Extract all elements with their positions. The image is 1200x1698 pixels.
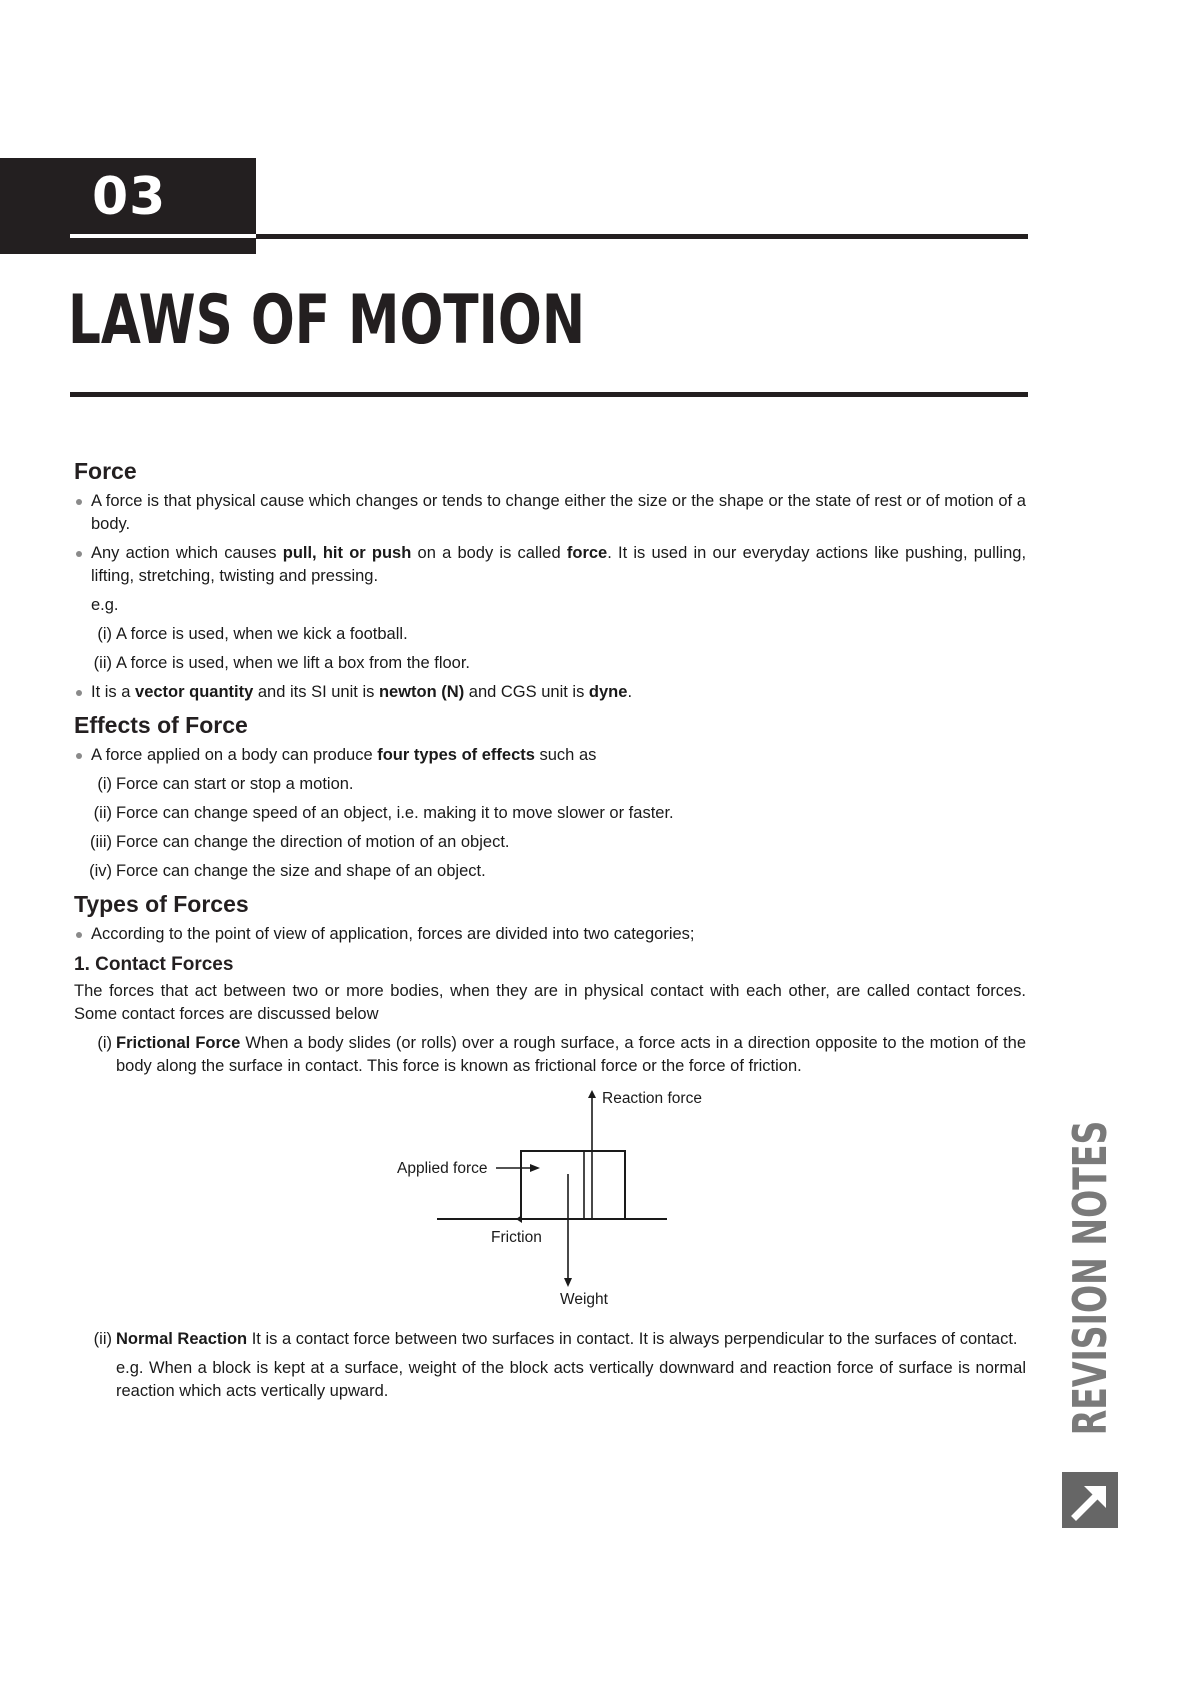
title-rule [70, 392, 1028, 397]
chapter-number-underline [70, 234, 256, 238]
subheading-contact-forces: 1. Contact Forces [74, 954, 234, 975]
section-heading-types: Types of Forces [74, 891, 249, 917]
revision-notes-label: REVISION NOTES [1063, 1120, 1117, 1436]
bullet-types-intro: According to the point of view of application, forces are divided into two categories; [74, 923, 1026, 946]
arrow-up-right-icon [1062, 1472, 1118, 1528]
reaction-force-arrow [584, 1090, 596, 1219]
effect-item: (ii) Force can change speed of an object, i.e. making it to move slower or faster. [93, 804, 674, 822]
bullet-effects-intro: A force applied on a body can produce four types of effects such as [74, 744, 1026, 767]
section-heading-effects: Effects of Force [74, 712, 248, 738]
eg-label: e.g. [91, 596, 119, 614]
applied-force-arrow [496, 1164, 540, 1172]
friction-label: Friction [491, 1229, 542, 1246]
bullet-force-action: Any action which causes pull, hit or push on a body is called force. It is used in our everyday actions like pushing, pulling, lifting, stretching, twisting and pressing. [74, 542, 1026, 588]
effect-item: (iv) Force can change the size and shape of an object. [89, 862, 486, 880]
example-item: (i) A force is used, when we kick a football. [97, 625, 408, 643]
bullet-force-definition: A force is that physical cause which changes or tends to change either the size or the shape or the state of rest or of motion of a body. [74, 490, 1026, 536]
revision-notes-tab [1062, 1094, 1118, 1462]
bullet-force-units: It is a vector quantity and its SI unit is newton (N) and CGS unit is dyne. [74, 681, 1026, 704]
reaction-force-label: Reaction force [602, 1090, 702, 1107]
chapter-number: 03 [92, 167, 167, 227]
section-heading-force: Force [74, 458, 137, 484]
weight-arrow [564, 1174, 572, 1287]
applied-force-label: Applied force [397, 1160, 488, 1177]
example-item: (ii) A force is used, when we lift a box from the floor. [93, 654, 471, 672]
contact-forces-paragraph: The forces that act between two or more bodies, when they are in physical contact with each other, are called contact forces. Some contact forces are discussed below [74, 982, 1026, 1023]
effect-item: (i) Force can start or stop a motion. [97, 775, 354, 793]
diagram-block [521, 1151, 625, 1219]
friction-arrow [516, 1210, 522, 1223]
weight-label: Weight [560, 1291, 608, 1308]
normal-reaction-example: e.g. When a block is kept at a surface, weight of the block acts vertically downward and reaction force of surface is normal reaction which acts vertically upward. [116, 1359, 1026, 1400]
effect-item: (iii) Force can change the direction of motion of an object. [90, 833, 510, 851]
chapter-header-rule [256, 234, 1028, 239]
friction-force-diagram [74, 1088, 1026, 1318]
normal-reaction-item: (ii) Normal Reaction It is a contact force between two surfaces in contact. It is always perpendicular to the surfaces of contact. [93, 1330, 1018, 1348]
frictional-force-item: (i) Frictional Force When a body slides (or rolls) over a rough surface, a force acts in a direction opposite to the motion of the body along the surface in contact. This force is known as frictional force or the force of friction. [97, 1034, 1026, 1075]
page-content [74, 456, 1026, 1409]
chapter-title: LAWS OF MOTION [68, 281, 586, 360]
